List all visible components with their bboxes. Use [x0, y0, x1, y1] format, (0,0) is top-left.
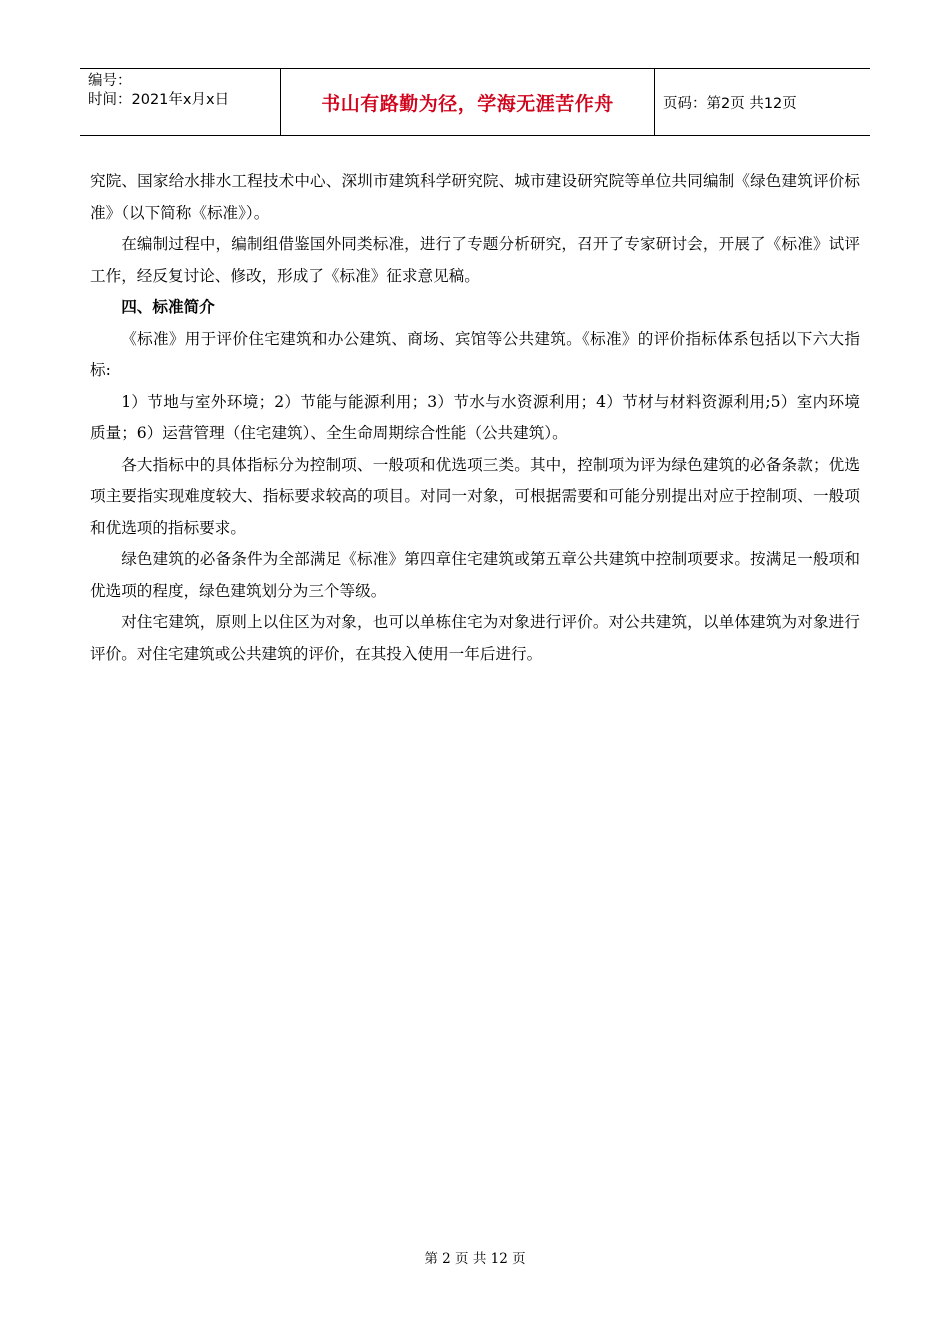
paragraph-evaluation-object: 对住宅建筑，原则上以住区为对象，也可以单栋住宅为对象进行评价。对公共建筑，以单体建筑为对象进行评价。对住宅建筑或公共建筑的评价，在其投入使用一年后进行。	[90, 613, 860, 663]
paragraph-continuation: 究院、国家给水排水工程技术中心、深圳市建筑科学研究院、城市建设研究院等单位共同编制《绿色建筑评价标准》（以下简称《标准》）。	[90, 172, 860, 222]
header-page-cell	[655, 69, 870, 135]
date-label: 时间：2021年x月x日	[88, 92, 230, 108]
header-page-info: 页码：第2页 共12页	[663, 95, 797, 112]
motto-text: 书山有路勤为径，学海无涯苦作舟	[321, 92, 614, 115]
page-footer: 第 2 页 共 12 页	[424, 1251, 526, 1267]
paragraph-indicator-categories: 各大指标中的具体指标分为控制项、一般项和优选项三类。其中，控制项为评为绿色建筑的必备条款；优选项主要指实现难度较大、指标要求较高的项目。对同一对象，可根据需要和可能分别提出对应于控制项、一般项和优选项的指标要求。	[90, 455, 860, 537]
paragraph-drafting-process: 在编制过程中，编制组借鉴国外同类标准，进行了专题分析研究，召开了专家研讨会，开展了《标准》试评工作，经反复讨论、修改，形成了《标准》征求意见稿。	[90, 235, 860, 285]
paragraph-six-indicators: 1）节地与室外环境；2）节能与能源利用；3）节水与水资源利用；4）节材与材料资源利用;5）室内环境质量；6）运营管理（住宅建筑）、全生命周期综合性能（公共建筑）。	[90, 392, 860, 442]
header-meta-cell	[80, 69, 281, 135]
section-heading-standard-intro: 四、标准简介	[121, 298, 215, 316]
header-motto-cell	[281, 69, 655, 135]
document-body	[90, 166, 860, 670]
document-header	[80, 68, 870, 136]
paragraph-scope: 《标准》用于评价住宅建筑和办公建筑、商场、宾馆等公共建筑。《标准》的评价指标体系包括以下六大指标:	[90, 329, 860, 379]
paragraph-requirements: 绿色建筑的必备条件为全部满足《标准》第四章住宅建筑或第五章公共建筑中控制项要求。按满足一般项和优选项的程度，绿色建筑划分为三个等级。	[90, 550, 860, 600]
serial-number-label: 编号：	[88, 73, 132, 89]
